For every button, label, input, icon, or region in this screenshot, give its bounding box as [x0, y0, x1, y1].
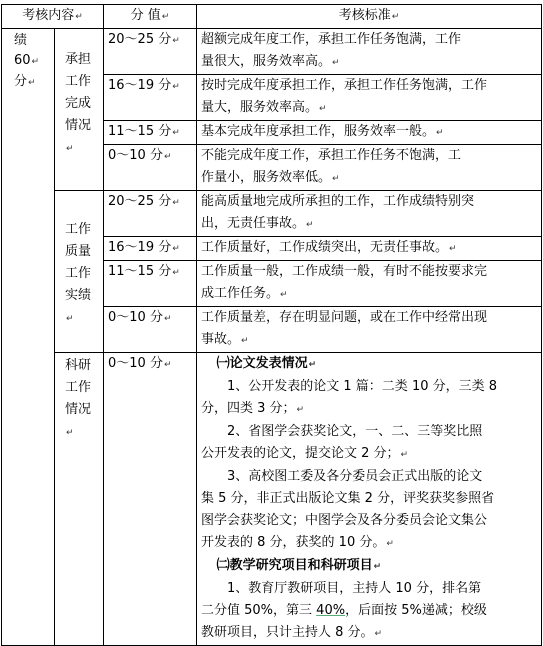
section-cell: 绩 60↵ 分↵	[2, 29, 55, 646]
header-score: 分 值↵	[104, 5, 197, 29]
standard-cell: 工作质量好，工作成绩突出，无责任事故。↵	[197, 237, 542, 261]
category-name: 工作 质量 工作 实绩↵	[55, 191, 104, 353]
standard-cell: 按时完成年度承担工作，承担工作任务饱满，工作 量大，服务效率高。↵	[197, 75, 542, 121]
table-row	[2, 29, 542, 75]
subheading: ㈡教学研究项目和科研项目↵	[216, 558, 382, 573]
score-cell: 0～10 分↵	[104, 353, 197, 646]
score-cell: 0～10 分↵	[104, 145, 197, 191]
score-cell: 11～15 分↵	[104, 261, 197, 307]
standard-cell: 超额完成年度工作，承担工作任务饱满，工作 量很大，服务效率高。↵	[197, 29, 542, 75]
standard-cell: 不能完成年度工作，承担工作任务不饱满，工 作量小，服务效率低。↵	[197, 145, 542, 191]
standard-cell: ㈠论文发表情况↵ 1、公开发表的论文 1 篇：二类 10 分，三类 8 分，四类 3 分；↵ 2、省图学会获奖论文，一、二、三等奖比照 公开发表的论文，提交论文 2 分；↵ 3、高校图工委及各分委员会正式出版的论文 集 5 分，非正式出版论文集 2 分，评奖获奖参照省 图学会获奖论文；中图学会及各分委员会论文集公 开发表的 8 分，获奖的 10 分。↵ ㈡教学研究项目和科研项目↵ 1、教育厅教研项目，主持人 10 分，排名第 二分值 50%，第三 40%，后面按 5%递减；校级 教研项目，只计主持人 8 分。↵	[197, 353, 542, 646]
score-cell: 16～19 分↵	[104, 237, 197, 261]
table-row	[2, 353, 542, 646]
table-row	[2, 191, 542, 237]
standard-cell: 工作质量一般，工作成绩一般，有时不能按要求完 成工作任务。↵	[197, 261, 542, 307]
standard-cell: 能高质量地完成所承担的工作，工作成绩特别突 出，无责任事故。↵	[197, 191, 542, 237]
score-cell: 16～19 分↵	[104, 75, 197, 121]
standard-cell: 工作质量差，存在明显问题，或在工作中经常出现 事故。↵	[197, 307, 542, 353]
score-cell: 20～25 分↵	[104, 191, 197, 237]
standard-cell: 基本完成年度承担工作，服务效率一般。↵	[197, 121, 542, 145]
score-cell: 20～25 分↵	[104, 29, 197, 75]
assessment-table	[1, 4, 542, 646]
header-content: 考核内容↵	[2, 5, 104, 29]
score-cell: 0～10 分↵	[104, 307, 197, 353]
header-standard: 考核标准↵	[197, 5, 542, 29]
subheading: ㈠论文发表情况↵	[216, 356, 317, 371]
score-cell: 11～15 分↵	[104, 121, 197, 145]
category-name: 承担 工作 完成 情况↵	[55, 29, 104, 191]
category-name: 科研 工作 情况↵	[55, 353, 104, 646]
header-row	[2, 5, 542, 29]
